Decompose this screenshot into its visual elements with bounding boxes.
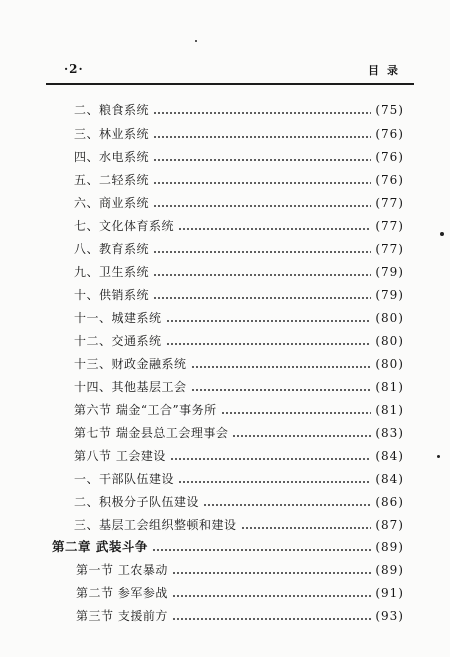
toc-entry-label: 十三、财政金融系统 — [74, 357, 187, 371]
toc-entry-page: (77) — [375, 219, 404, 233]
dot-leader — [221, 412, 372, 414]
toc-entry-page: (76) — [375, 173, 404, 187]
dot-leader — [170, 458, 372, 460]
toc-entry-label: 第二章 武装斗争 — [52, 539, 148, 554]
dot-leader — [166, 343, 372, 345]
toc-entry-label: 十四、其他基层工会 — [74, 380, 187, 394]
toc-entry — [74, 170, 404, 190]
toc-entry — [74, 193, 404, 213]
toc-entry — [76, 560, 404, 580]
toc-entry-page: (86) — [375, 495, 404, 509]
toc-entry — [74, 147, 404, 167]
toc-entry-label: 六、商业系统 — [74, 196, 150, 210]
toc-entry-page: (76) — [375, 150, 404, 164]
toc-entry-page: (77) — [375, 242, 404, 256]
toc-entry-label: 八、教育系统 — [74, 242, 150, 256]
toc-entry — [74, 124, 404, 144]
toc-entry — [74, 446, 404, 466]
dot-leader — [172, 595, 372, 597]
dot-leader — [241, 527, 372, 529]
toc-entry — [52, 537, 404, 557]
toc-entry-label: 一、干部队伍建设 — [74, 472, 175, 486]
toc-entry-label: 第七节 瑞金县总工会理事会 — [74, 426, 229, 440]
toc-entry — [74, 239, 404, 259]
toc-entry — [74, 377, 404, 397]
toc-entry — [76, 606, 404, 626]
toc-entry — [74, 469, 404, 489]
toc-entry-page: (81) — [375, 403, 404, 417]
toc-entry-page: (80) — [375, 334, 404, 348]
dot-leader — [191, 366, 372, 368]
toc-entry-label: 十二、交通系统 — [74, 334, 162, 348]
toc-entry — [74, 262, 404, 282]
running-title: 目录 — [368, 64, 406, 77]
toc-entry-page: (79) — [375, 265, 404, 279]
dot-leader — [172, 618, 372, 620]
toc-entry-page: (80) — [375, 357, 404, 371]
toc-entry-page: (84) — [375, 449, 404, 463]
toc-entry-label: 第二节 参军参战 — [76, 586, 168, 600]
toc-entry-page: (84) — [375, 472, 404, 486]
dot-leader — [172, 572, 372, 574]
toc-entry-page: (83) — [375, 426, 404, 440]
dot-leader — [178, 228, 371, 230]
toc-entry-label: 十一、城建系统 — [74, 311, 162, 325]
scan-speck — [195, 40, 197, 42]
dot-leader — [152, 549, 372, 551]
toc-entry-label: 三、林业系统 — [74, 127, 150, 141]
dot-leader — [153, 251, 371, 253]
dot-leader — [153, 297, 371, 299]
toc-entry-label: 二、粮食系统 — [74, 103, 150, 117]
toc-entry-label: 第八节 工会建设 — [74, 449, 166, 463]
dot-leader — [153, 274, 371, 276]
toc-entry-page: (89) — [375, 563, 404, 577]
dot-leader — [203, 504, 371, 506]
toc-entry-label: 二、积极分子队伍建设 — [74, 495, 200, 509]
toc-entry-page: (77) — [375, 196, 404, 210]
toc-entry-label: 九、卫生系统 — [74, 265, 150, 279]
dot-leader — [153, 112, 371, 114]
toc-entry-label: 第一节 工农暴动 — [76, 563, 168, 577]
toc-entry — [74, 354, 404, 374]
toc-entry — [74, 285, 404, 305]
toc-entry-label: 第六节 瑞金“工合”事务所 — [74, 403, 217, 417]
dot-leader — [153, 159, 371, 161]
toc-entry-page: (80) — [375, 311, 404, 325]
dot-leader — [191, 389, 372, 391]
dot-leader — [153, 182, 371, 184]
dot-leader — [232, 435, 371, 437]
toc-entry-page: (81) — [375, 380, 404, 394]
toc-entry-page: (75) — [375, 103, 404, 117]
toc-entry-label: 五、二轻系统 — [74, 173, 150, 187]
toc-entry — [76, 583, 404, 603]
scan-speck — [440, 232, 444, 236]
dot-leader — [166, 320, 372, 322]
dot-leader — [153, 205, 371, 207]
page-number: ·2· — [64, 62, 84, 76]
toc-entry — [74, 400, 404, 420]
dot-leader — [178, 481, 371, 483]
toc-entry — [74, 308, 404, 328]
toc-entry-label: 第三节 支援前方 — [76, 609, 168, 623]
toc-entry-page: (91) — [375, 586, 404, 600]
toc-entry-page: (79) — [375, 288, 404, 302]
dot-leader — [153, 136, 371, 138]
toc-entry-label: 三、基层工会组织整顿和建设 — [74, 518, 237, 532]
toc-entry — [74, 492, 404, 512]
toc-entry — [74, 331, 404, 351]
toc-entry — [74, 100, 404, 120]
toc-entry-page: (89) — [375, 540, 404, 554]
toc-entry — [74, 515, 404, 535]
toc-entry-page: (87) — [375, 518, 404, 532]
toc-entry-page: (93) — [375, 609, 404, 623]
toc-entry-label: 七、文化体育系统 — [74, 219, 175, 233]
toc-entry-label: 四、水电系统 — [74, 150, 150, 164]
toc-entry-page: (76) — [375, 127, 404, 141]
toc-entry — [74, 216, 404, 236]
toc-entry — [74, 423, 404, 443]
toc-entry-label: 十、供销系统 — [74, 288, 150, 302]
scan-speck — [437, 455, 440, 458]
